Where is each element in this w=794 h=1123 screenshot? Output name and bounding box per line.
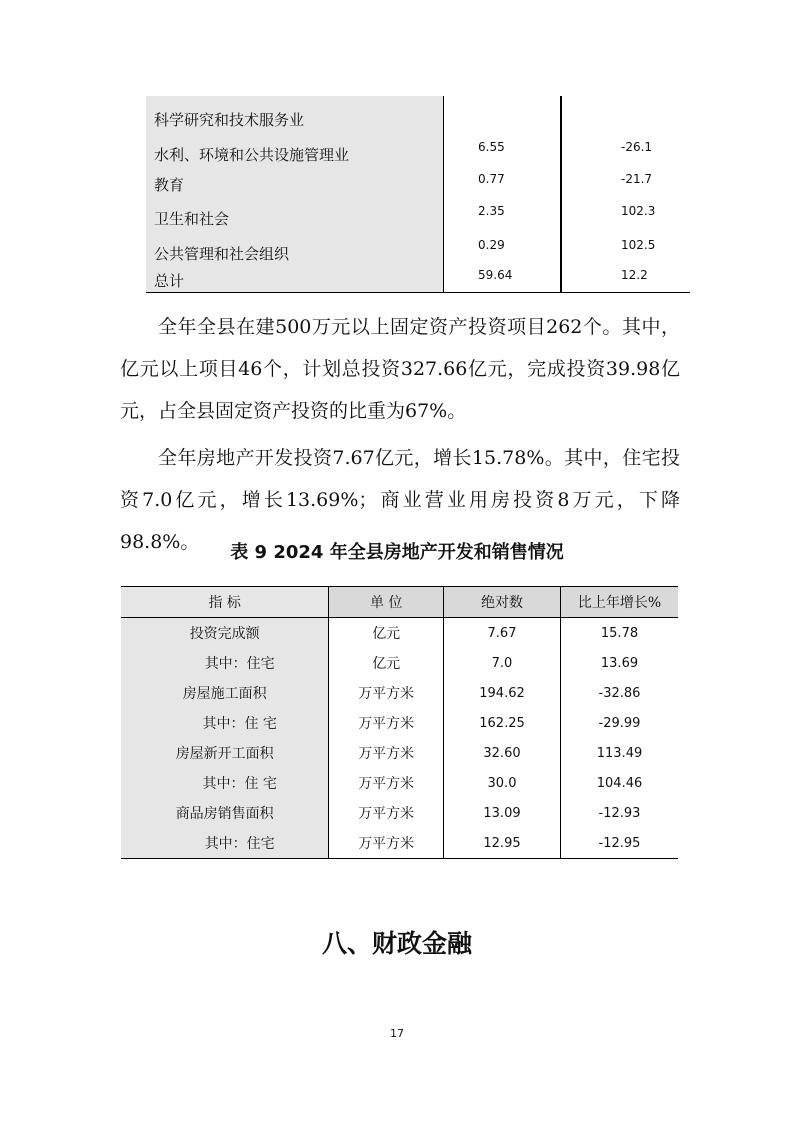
row-unit: 万平方米 — [329, 768, 444, 798]
paragraph-fixed-asset-projects: 全年全县在建500万元以上固定资产投资项目262个。其中，亿元以上项目46个，计划总投资327.66亿元，完成投资39.98亿元，占全县固定资产投资的比重为67%。 — [120, 316, 680, 422]
row-amount: 6.55 — [478, 140, 505, 154]
row-value: 12.95 — [443, 828, 560, 859]
table-caption: 表 9 2024 年全县房地产开发和销售情况 — [230, 542, 564, 563]
row-unit: 万平方米 — [329, 798, 444, 828]
table-row — [121, 828, 678, 859]
row-item: 其中：住 宅 — [121, 768, 329, 798]
header-unit: 单 位 — [329, 587, 444, 618]
row-unit: 万平方米 — [329, 708, 444, 738]
row-value: 7.0 — [443, 648, 560, 678]
row-growth: 15.78 — [600, 625, 639, 641]
row-amount-total: 59.64 — [478, 268, 513, 282]
header-growth: 比上年增长% — [577, 595, 662, 611]
header-absolute: 绝对数 — [443, 587, 560, 618]
row-item: 房屋施工面积 — [121, 678, 329, 708]
row-item: 其中：住宅 — [121, 828, 329, 859]
row-item: 房屋新开工面积 — [121, 738, 329, 768]
row-growth: 104.46 — [596, 775, 643, 791]
row-label: 水利、环境和公共设施管理业 — [154, 146, 350, 164]
row-unit: 亿元 — [329, 648, 444, 678]
row-growth-total: 12.2 — [621, 268, 648, 282]
row-growth: -32.86 — [598, 685, 641, 701]
row-growth: 113.49 — [596, 745, 643, 761]
row-item: 其中：住 宅 — [121, 708, 329, 738]
paragraph-real-estate-investment: 全年房地产开发投资7.67亿元，增长15.78%。其中，住宅投资7.0亿元，增长13.69%；商业营业用房投资8万元，下降98.8%。 — [120, 447, 680, 553]
table-rows-overlay — [146, 96, 690, 292]
row-growth: 13.69 — [600, 655, 639, 671]
table-header-row — [121, 587, 678, 618]
row-growth: -21.7 — [621, 172, 653, 186]
row-amount: 0.29 — [478, 238, 505, 252]
row-value: 162.25 — [443, 708, 560, 738]
table-row — [121, 798, 678, 828]
row-label-total: 总计 — [154, 272, 185, 290]
row-amount: 0.77 — [478, 172, 505, 186]
row-growth: -12.95 — [598, 835, 641, 851]
row-item: 商品房销售面积 — [121, 798, 329, 828]
row-growth: -29.99 — [598, 715, 641, 731]
table-row — [121, 768, 678, 798]
row-unit: 万平方米 — [329, 678, 444, 708]
row-unit: 万平方米 — [329, 828, 444, 859]
table-row — [121, 678, 678, 708]
row-label: 教育 — [154, 176, 185, 194]
row-item: 投资完成额 — [121, 618, 329, 649]
row-unit: 万平方米 — [329, 738, 444, 768]
page-number: 17 — [390, 1027, 404, 1040]
row-value: 13.09 — [443, 798, 560, 828]
row-growth: -12.93 — [598, 805, 641, 821]
section-heading: 八、财政金融 — [321, 929, 472, 958]
row-growth: 102.5 — [621, 238, 656, 252]
row-value: 194.62 — [443, 678, 560, 708]
table-row — [121, 618, 678, 649]
table-row — [121, 738, 678, 768]
row-item: 其中：住宅 — [121, 648, 329, 678]
row-value: 7.67 — [443, 618, 560, 649]
row-label: 科学研究和技术服务业 — [154, 111, 305, 129]
row-label: 公共管理和社会组织 — [154, 245, 290, 263]
row-amount: 2.35 — [478, 204, 505, 218]
row-unit: 亿元 — [329, 618, 444, 649]
row-value: 30.0 — [443, 768, 560, 798]
row-growth: -26.1 — [621, 140, 653, 154]
header-indicator: 指 标 — [121, 587, 329, 618]
row-value: 32.60 — [443, 738, 560, 768]
table-row — [121, 708, 678, 738]
row-growth: 102.3 — [621, 204, 656, 218]
table-row — [121, 648, 678, 678]
real-estate-table — [121, 586, 678, 859]
row-label: 卫生和社会 — [154, 210, 230, 228]
